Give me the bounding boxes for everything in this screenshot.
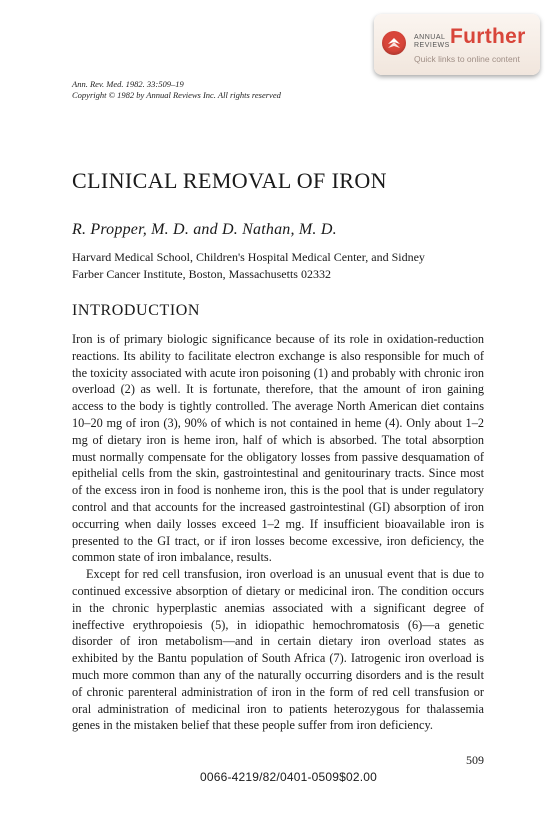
further-tagline: Quick links to online content [414,54,520,64]
body-paragraph: Iron is of primary biologic significance because of its role in oxidation-reduction reactions. Its ability to facilitate electron exchange is also responsible for much of the toxicity associated with acute iron poisoning (1) and probably with chronic iron overload (2) as well. It is fortunate, therefore, that the amount of iron gaining access to the body is tightly controlled. The average North American diet contains 10–20 mg of iron (3), 90% of which is not contained in heme (4). Only about 1–2 mg of dietary iron is heme iron, half of which is absorbed. The total absorption must normally compensate for the obligatory losses from passive desquamation of epithelial cells from the skin, gastrointestinal and genitourinary tracts. Since most of the excess iron in food is nonheme iron, this is the pool that is under regulatory control and that accounts for the increased gastrointestinal (GI) absorption of iron occurring when daily losses exceed 1–2 mg. If insufficient bioavailable iron is presented to the GI tract, or if iron losses become excessive, iron deficiency, the common state of iron imbalance, results. [72,332,484,565]
journal-citation: Ann. Rev. Med. 1982. 33:509–19 [72,79,184,89]
affiliation-line: Farber Cancer Institute, Boston, Massachusetts 02332 [72,267,331,281]
article-body [72,331,484,734]
annual-reviews-further-badge[interactable] [374,14,540,75]
affiliation-line: Harvard Medical School, Children's Hospital Medical Center, and Sidney [72,250,425,264]
section-heading-introduction: INTRODUCTION [72,302,201,319]
body-paragraph: Except for red cell transfusion, iron overload is an unusual event that is due to continued excessive absorption of dietary or medicinal iron. The condition occurs in the chronic hyperplastic anemias associated with a significant degree of ineffective erythropoiesis (5), in idiopathic hemochromatosis (6)—a genetic disorder of iron metabolism—and in certain dietary iron overload states as exhibited by the Bantu population of South Africa (7). Iatrogenic iron overload is much more common than any of the naturally occurring disorders and is the result of chronic parenteral administration of iron in the form of red cell transfusion or oral administration of medicinal iron to patients heterozygous for thalassemia genes in the mistaken belief that these people suffer from iron deficiency. [72,567,484,733]
publisher-name-line2: REVIEWS [414,42,450,49]
annual-reviews-logo-icon [382,31,406,55]
further-wordmark: Further [450,25,526,48]
article-price-code: 0066-4219/82/0401-0509$02.00 [199,770,378,784]
author-affiliation [72,249,492,283]
copyright-line: Copyright © 1982 by Annual Reviews Inc. All rights reserved [72,90,281,100]
running-head [72,79,281,101]
publisher-name-line1: ANNUAL [414,34,446,41]
page-number: 509 [466,753,484,767]
author-list: R. Propper, M. D. and D. Nathan, M. D. [72,221,337,238]
article-title: CLINICAL REMOVAL OF IRON [72,168,387,193]
